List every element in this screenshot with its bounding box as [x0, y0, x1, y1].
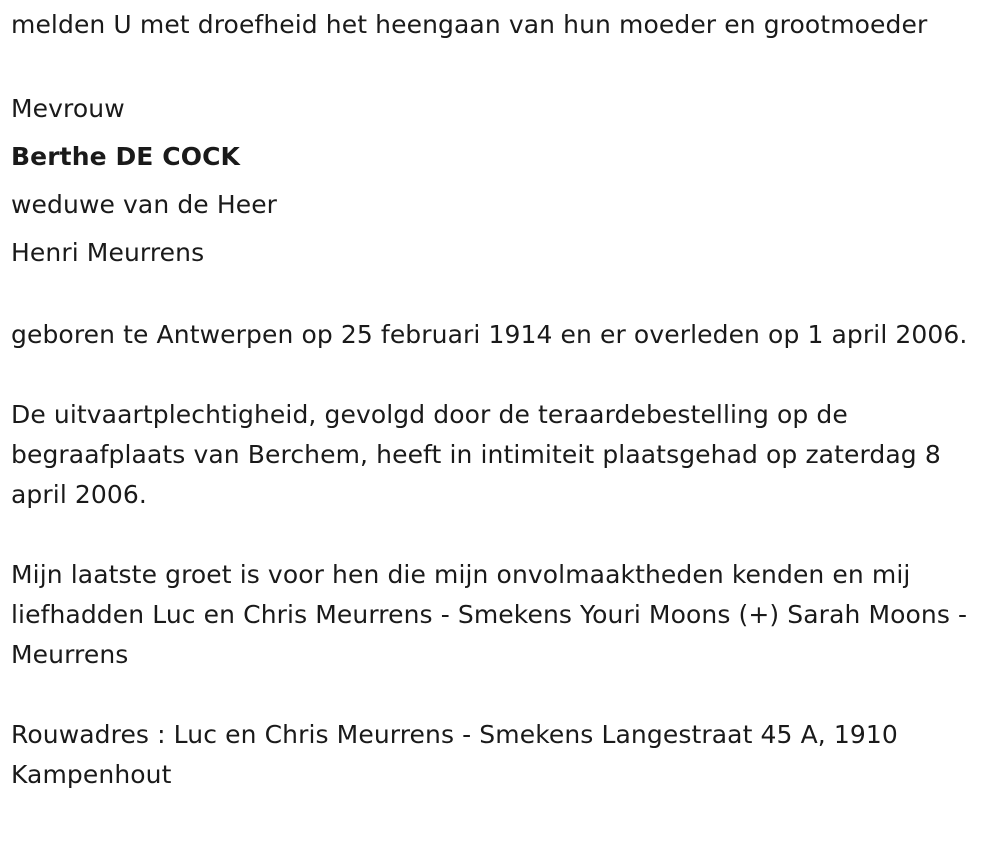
obituary-notice	[11, 0, 991, 795]
deceased-block	[11, 85, 991, 277]
birth-death-text: geboren te Antwerpen op 25 februari 1914 en er overleden op 1 april 2006.	[11, 320, 968, 349]
funeral-text: De uitvaartplechtigheid, gevolgd door de teraardebestelling op de begraafplaats van Berchem, heeft in intimiteit plaatsgehad op zaterdag 8 april 2006.	[11, 400, 941, 509]
intro-text: melden U met droefheid het heengaan van hun moeder en grootmoeder	[11, 10, 928, 39]
deceased-name: Berthe DE COCK	[11, 142, 240, 171]
last-greeting-text: Mijn laatste groet is voor hen die mijn onvolmaaktheden kenden en mij liefhadden Luc en Chris Meurrens - Smekens Youri Moons (+) Sarah Moons - Meurrens	[11, 560, 968, 669]
address-text: Rouwadres : Luc en Chris Meurrens - Smekens Langestraat 45 A, 1910 Kampenhout	[11, 720, 898, 789]
widow-of-text: weduwe van de Heer	[11, 190, 278, 219]
honorific: Mevrouw	[11, 94, 125, 123]
husband-name: Henri Meurrens	[11, 238, 205, 267]
